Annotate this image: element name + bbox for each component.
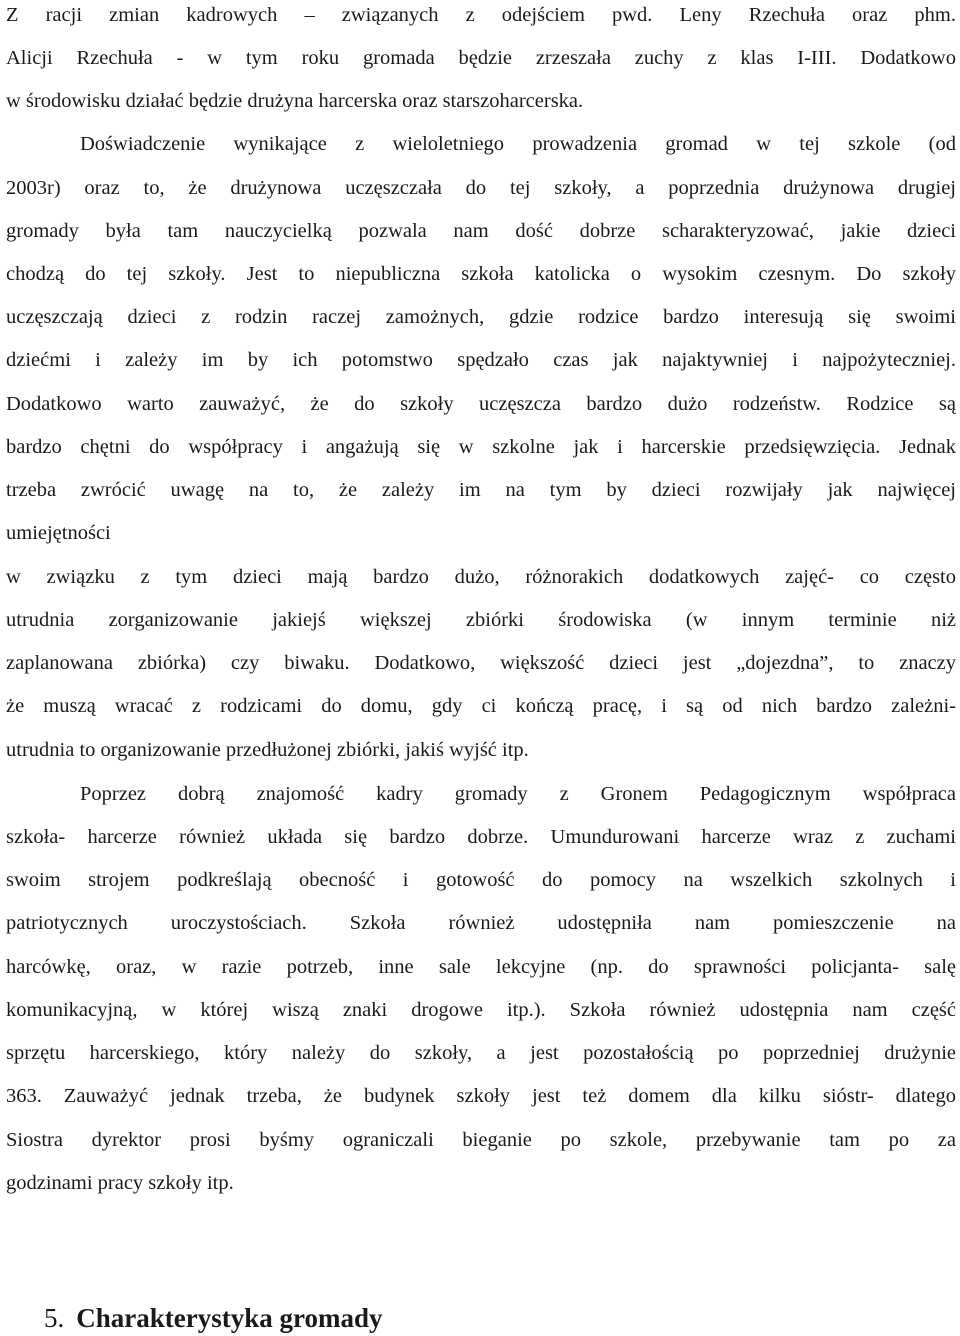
text-line: 2003r) oraz to, że drużynowa uczęszczała do tej szkoły, a poprzednia drużynowa drugiej — [6, 177, 956, 199]
text-line: trzeba zwrócić uwagę na to, że zależy im na tym by dzieci rozwijały jak najwięcej — [6, 479, 956, 501]
text-line: Doświadczenie wynikające z wieloletniego prowadzenia gromad w tej szkole (od — [80, 133, 956, 155]
section-heading — [44, 1300, 383, 1336]
text-line: gromady była tam nauczycielką pozwala nam dość dobrze scharakteryzować, jakie dzieci — [6, 220, 956, 242]
text-line: bardzo chętni do współpracy i angażują się w szkolne jak i harcerskie przedsięwzięcia. Jednak — [6, 436, 956, 458]
text-line: harcówkę, oraz, w razie potrzeb, inne sale lekcyjne (np. do sprawności policjanta- salę — [6, 956, 956, 978]
text-line: patriotycznych uroczystościach. Szkoła również udostępniła nam pomieszczenie na — [6, 912, 956, 934]
text-line: chodzą do tej szkoły. Jest to niepubliczna szkoła katolicka o wysokim czesnym. Do szkoły — [6, 263, 956, 285]
text-line: dziećmi i zależy im by ich potomstwo spędzało czas jak najaktywniej i najpożyteczniej. — [6, 349, 956, 371]
text-line: utrudnia to organizowanie przedłużonej zbiórki, jakiś wyjść itp. — [6, 739, 529, 761]
text-line: że muszą wracać z rodzicami do domu, gdy ci kończą pracę, i są od nich bardzo zależni- — [6, 695, 956, 717]
text-line: godzinami pracy szkoły itp. — [6, 1172, 234, 1194]
text-line: utrudnia zorganizowanie jakiejś większej zbiórki środowiska (w innym terminie niż — [6, 609, 956, 631]
text-line: umiejętności — [6, 522, 111, 544]
text-line: Alicji Rzechuła - w tym roku gromada będzie zrzeszała zuchy z klas I-III. Dodatkowo — [6, 47, 956, 69]
text-line: Siostra dyrektor prosi byśmy ograniczali bieganie po szkole, przebywanie tam po za — [6, 1129, 956, 1151]
text-line: szkoła- harcerze również układa się bardzo dobrze. Umundurowani harcerze wraz z zuchami — [6, 826, 956, 848]
text-line: komunikacyjną, w której wiszą znaki drogowe itp.). Szkoła również udostępnia nam część — [6, 999, 956, 1021]
text-line: Poprzez dobrą znajomość kadry gromady z Gronem Pedagogicznym współpraca — [80, 783, 956, 805]
text-line: w związku z tym dzieci mają bardzo dużo, różnorakich dodatkowych zajęć- co często — [6, 566, 956, 588]
section-number: 5. — [44, 1303, 65, 1333]
section-title: Charakterystyka gromady — [76, 1303, 383, 1333]
text-line: zaplanowana zbiórka) czy biwaku. Dodatkowo, większość dzieci jest „dojezdna”, to znaczy — [6, 652, 956, 674]
text-line: swoim strojem podkreślają obecność i gotowość do pomocy na wszelkich szkolnych i — [6, 869, 956, 891]
text-line: w środowisku działać będzie drużyna harcerska oraz starszoharcerska. — [6, 90, 584, 112]
text-line: 363. Zauważyć jednak trzeba, że budynek szkoły jest też domem dla kilku sióstr- dlatego — [6, 1085, 956, 1107]
text-line: Dodatkowo warto zauważyć, że do szkoły uczęszcza bardzo dużo rodzeństw. Rodzice są — [6, 393, 956, 415]
text-line: Z racji zmian kadrowych – związanych z odejściem pwd. Leny Rzechuła oraz phm. — [6, 4, 956, 26]
text-line: uczęszczają dzieci z rodzin raczej zamożnych, gdzie rodzice bardzo interesują się swoimi — [6, 306, 956, 328]
text-line: sprzętu harcerskiego, który należy do szkoły, a jest pozostałością po poprzedniej drużynie — [6, 1042, 956, 1064]
